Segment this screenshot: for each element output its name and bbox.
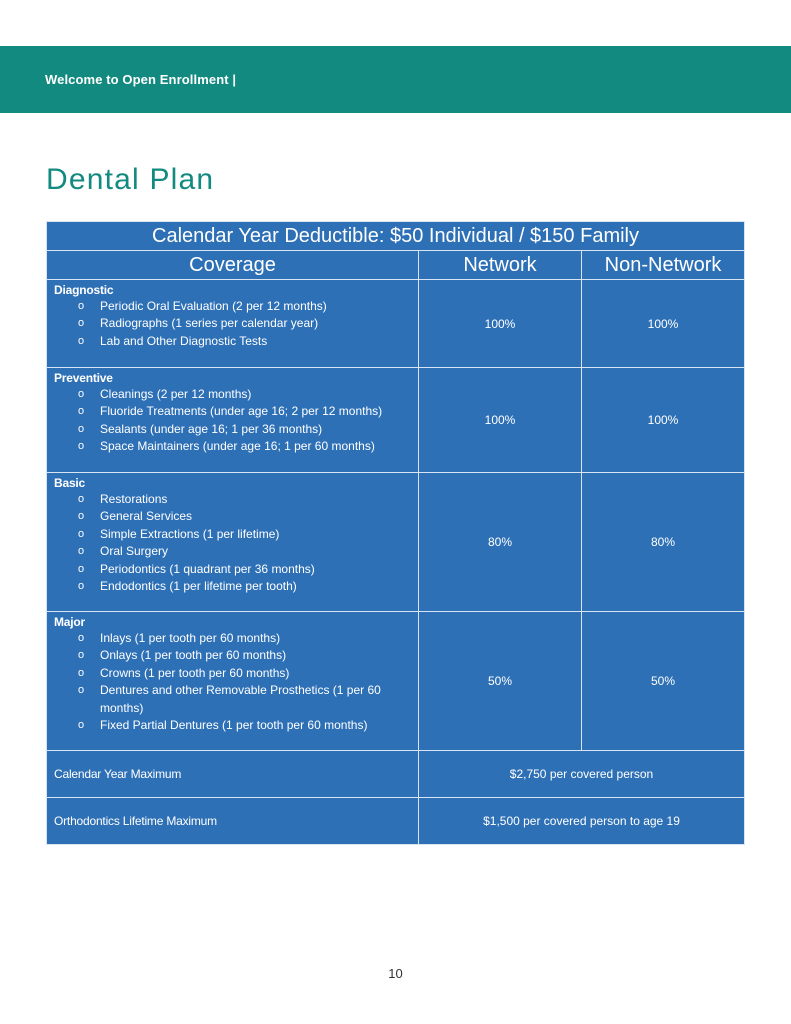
category-row-diagnostic [47,280,745,368]
list-item-text: Endodontics (1 per lifetime per tooth) [100,579,297,594]
list-item-text: Radiographs (1 series per calendar year) [100,316,319,331]
bullet-icon: o [78,545,85,558]
category-title: Major [54,615,86,629]
list-item [54,333,412,350]
maximum-value: $1,500 per covered person to age 19 [419,798,745,845]
list-item [54,682,412,717]
bullet-icon: o [78,334,85,347]
bullet-icon: o [78,632,85,644]
category-title: Diagnostic [54,283,114,297]
list-item-text: Simple Extractions (1 per lifetime) [100,526,280,541]
maximum-label: Calendar Year Maximum [47,751,419,798]
list-item [54,403,412,420]
network-value: 100% [419,368,582,473]
list-item-text: Oral Surgery [100,544,169,559]
list-item [54,665,412,682]
deductible-row [47,222,745,251]
category-row-preventive [47,368,745,473]
list-item [54,717,412,734]
bullet-icon: o [78,649,85,662]
list-item-text: Onlays (1 per tooth per 60 months) [100,648,287,663]
list-item [54,543,412,560]
banner-text: Welcome to Open Enrollment | [45,72,237,87]
bullet-icon: o [78,527,85,540]
list-item [54,491,412,508]
list-item-text: Sealants (under age 16; 1 per 36 months) [100,421,323,436]
list-item [54,578,412,595]
bullet-icon: o [78,440,85,453]
bullet-icon: o [78,562,85,575]
page-title: Dental Plan [46,163,215,196]
list-item-text: Periodontics (1 quadrant per 36 months) [100,561,315,576]
maximum-row-orthodontics [47,798,745,845]
list-item [54,298,412,315]
service-list [54,491,412,595]
list-item-text: Inlays (1 per tooth per 60 months) [100,631,281,645]
list-item [54,561,412,578]
list-item-text: Crowns (1 per tooth per 60 months) [100,665,290,680]
category-title: Basic [54,476,86,490]
list-item [54,421,412,438]
bullet-icon: o [78,300,85,312]
maximum-value: $2,750 per covered person [419,751,745,798]
column-header-network: Network [419,251,582,280]
list-item [54,526,412,543]
list-item [54,438,412,455]
deductible-header: Calendar Year Deductible: $50 Individual / $150 Family [47,222,745,251]
category-row-basic [47,473,745,612]
list-item-text: Periodic Oral Evaluation (2 per 12 months) [100,299,327,313]
bullet-icon: o [78,388,85,400]
coverage-cell [47,368,419,473]
bullet-icon: o [78,684,85,697]
bullet-icon: o [78,317,85,330]
list-item-text: Restorations [100,492,168,506]
bullet-icon: o [78,405,85,418]
network-value: 100% [419,280,582,368]
list-item-text: General Services [100,509,193,524]
bullet-icon: o [78,666,85,679]
non-network-value: 100% [582,368,745,473]
coverage-cell [47,612,419,751]
coverage-cell [47,473,419,612]
network-value: 80% [419,473,582,612]
dental-benefits-table [46,221,745,845]
maximum-label: Orthodontics Lifetime Maximum [47,798,419,845]
list-item-text: Space Maintainers (under age 16; 1 per 60 months) [100,439,375,454]
service-list [54,386,412,456]
list-item [54,630,412,647]
bullet-icon: o [78,580,85,593]
page-number: 10 [388,966,403,981]
list-item [54,647,412,664]
bullet-icon: o [78,719,85,732]
non-network-value: 80% [582,473,745,612]
list-item-text: Fluoride Treatments (under age 16; 2 per 12 months) [100,404,383,419]
list-item-text: Fixed Partial Dentures (1 per tooth per 60 months) [100,718,368,733]
category-title: Preventive [54,371,113,385]
list-item-text: Cleanings (2 per 12 months) [100,387,252,401]
column-header-non-network: Non-Network [582,251,745,280]
bullet-icon: o [78,493,85,505]
non-network-value: 50% [582,612,745,751]
column-header-coverage: Coverage [47,251,419,280]
list-item [54,508,412,525]
maximum-row-calendar-year [47,751,745,798]
bullet-icon: o [78,422,85,435]
service-list [54,630,412,734]
list-item [54,315,412,332]
list-item [54,386,412,403]
non-network-value: 100% [582,280,745,368]
category-row-major [47,612,745,751]
bullet-icon: o [78,510,85,523]
coverage-cell [47,280,419,368]
list-item-text: Lab and Other Diagnostic Tests [100,333,268,348]
list-item-text: Dentures and other Removable Prosthetics (1 per 60 months) [100,683,381,715]
column-header-row [47,251,745,280]
network-value: 50% [419,612,582,751]
service-list [54,298,412,350]
